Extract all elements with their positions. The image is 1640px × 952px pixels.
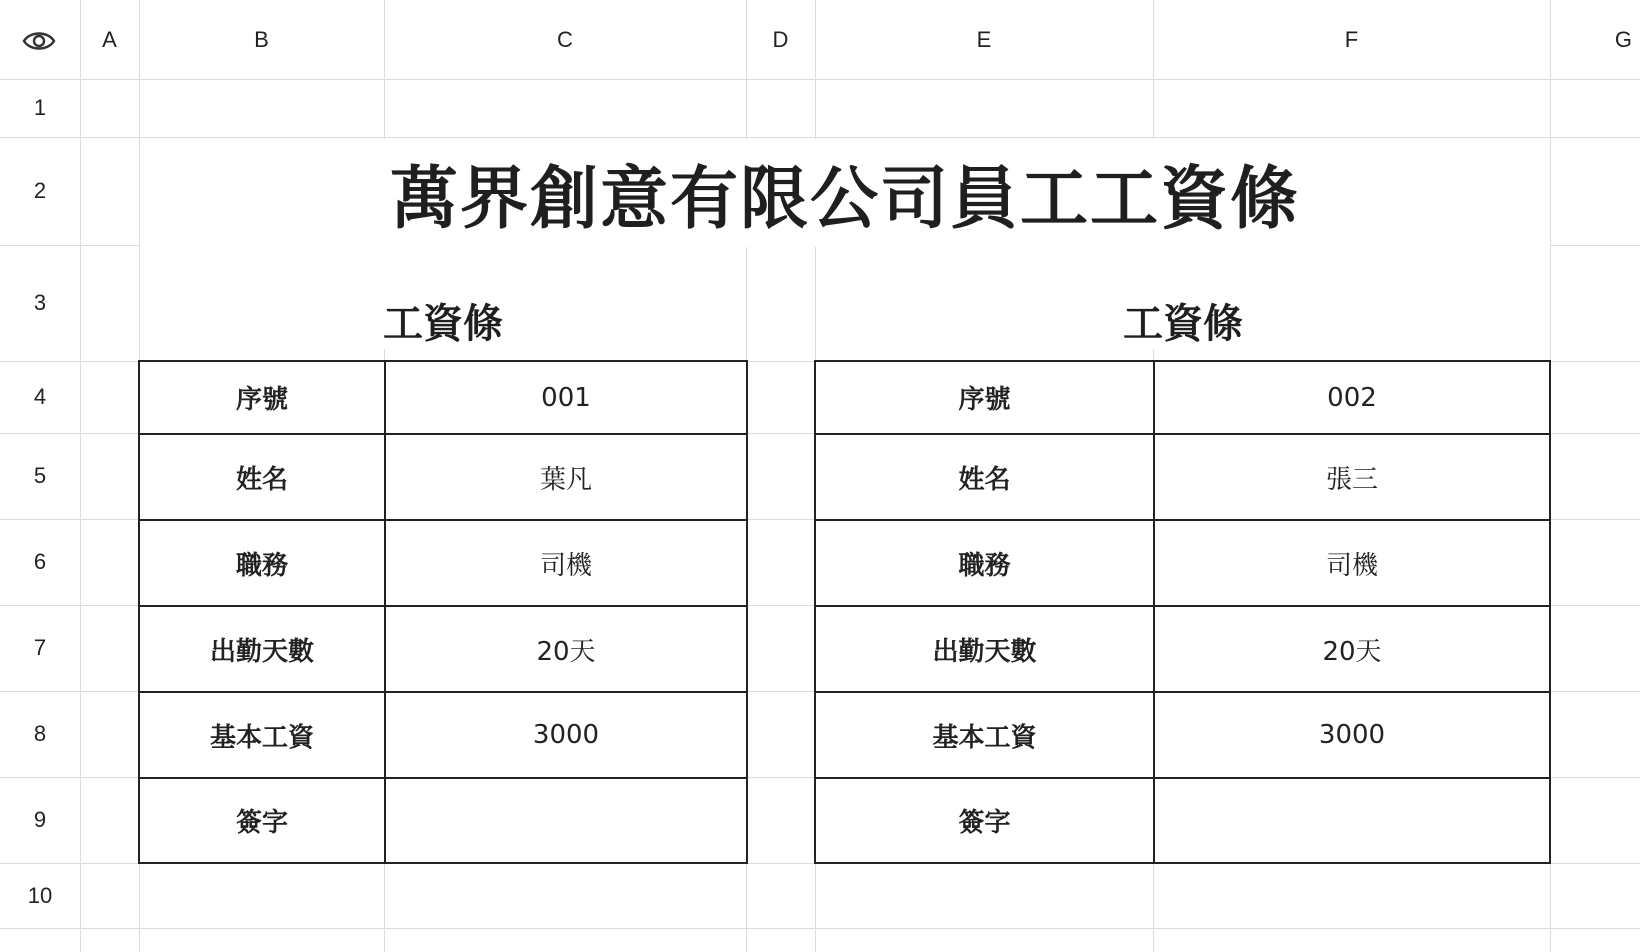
slip-1-label-base-salary[interactable]: 基本工資	[209, 722, 314, 753]
slip-2-value-signature[interactable]	[1155, 779, 1549, 862]
slip-2-heading[interactable]: 工資條	[816, 246, 1550, 349]
slip-2-value-base-salary[interactable]: 3000	[1318, 720, 1386, 750]
row-header-5[interactable]: 5	[33, 463, 47, 488]
slip-1-label-name[interactable]: 姓名	[235, 464, 288, 495]
slip-2-label-name[interactable]: 姓名	[958, 464, 1011, 495]
slip-2-value-position[interactable]: 司機	[1325, 550, 1378, 581]
row-header-8[interactable]: 8	[33, 721, 47, 746]
slip-2-table	[814, 360, 1551, 864]
column-header-b[interactable]: B	[254, 26, 269, 52]
column-header-e[interactable]: E	[976, 26, 992, 52]
slip-1-value-position[interactable]: 司機	[539, 550, 592, 581]
row-header-2[interactable]: 2	[33, 178, 47, 203]
slip-2-value-name[interactable]: 張三	[1325, 464, 1378, 495]
row-header-3[interactable]: 3	[33, 290, 47, 315]
slip-2-label-position[interactable]: 職務	[958, 550, 1011, 581]
slip-1-value-signature[interactable]	[386, 779, 746, 862]
grid-line	[0, 79, 1640, 80]
slip-2-label-id[interactable]: 序號	[958, 385, 1011, 415]
sheet-title[interactable]: 萬界創意有限公司員工工資條	[140, 139, 1550, 247]
column-header-c[interactable]: C	[557, 26, 573, 52]
grid-line	[80, 0, 81, 952]
slip-2-value-id[interactable]: 002	[1327, 382, 1377, 413]
slip-1-table	[138, 360, 748, 864]
slip-2-label-signature[interactable]: 簽字	[958, 808, 1011, 838]
slip-1-value-attendance[interactable]: 20天	[536, 636, 596, 667]
slip-1-label-id[interactable]: 序號	[235, 385, 288, 415]
row-header-10[interactable]: 10	[27, 882, 53, 908]
slip-1-heading[interactable]: 工資條	[140, 246, 746, 349]
grid-line	[0, 928, 1640, 929]
row-header-9[interactable]: 9	[33, 807, 47, 832]
slip-2-label-attendance[interactable]: 出勤天數	[932, 636, 1037, 667]
slip-1-label-attendance[interactable]: 出勤天數	[209, 636, 314, 667]
column-header-d[interactable]: D	[772, 26, 789, 52]
slip-1-label-signature[interactable]: 簽字	[235, 808, 288, 838]
eye-icon[interactable]	[22, 26, 56, 56]
row-header-6[interactable]: 6	[33, 549, 47, 574]
slip-1-value-base-salary[interactable]: 3000	[532, 720, 600, 750]
row-header-1[interactable]: 1	[33, 95, 47, 120]
column-header-a[interactable]: A	[102, 26, 117, 52]
grid-line	[0, 137, 1640, 138]
slip-1-value-name[interactable]: 葉凡	[539, 464, 592, 495]
slip-2-label-base-salary[interactable]: 基本工資	[932, 722, 1037, 753]
row-header-4[interactable]: 4	[33, 384, 47, 409]
slip-1-value-id[interactable]: 001	[541, 382, 591, 413]
row-header-7[interactable]: 7	[33, 635, 47, 660]
slip-1-label-position[interactable]: 職務	[235, 550, 288, 581]
column-header-f[interactable]: F	[1344, 26, 1359, 52]
slip-2-value-attendance[interactable]: 20天	[1322, 636, 1382, 667]
column-header-g[interactable]: G	[1614, 26, 1632, 52]
